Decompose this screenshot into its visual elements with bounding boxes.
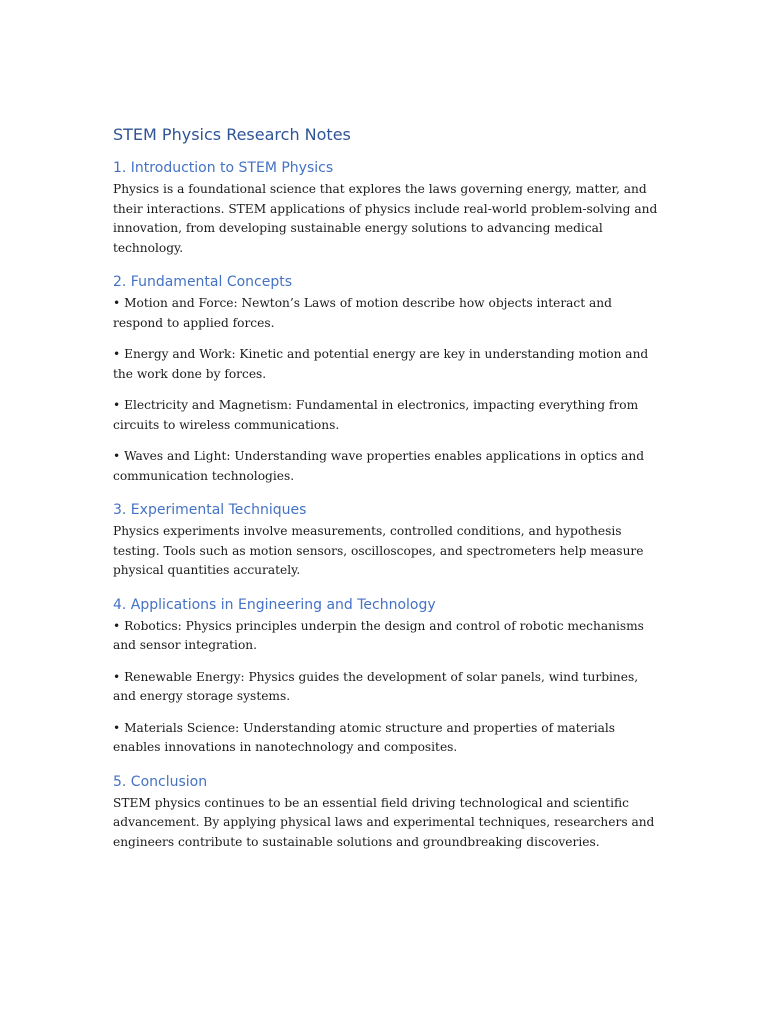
- section-paragraph: Physics experiments involve measurements, controlled conditions, and hypothesis testing. Tools such as motion sensors, oscilloscopes, and spectrometers help measure physical quantities accurately.: [113, 524, 644, 577]
- section-conclusion: [113, 772, 658, 853]
- section-paragraph: Physics is a foundational science that explores the laws governing energy, matter, and their interactions. STEM applications of physics include real-world problem-solving and innovation, from developing sustainable energy solutions to advancing medical technology.: [113, 182, 658, 255]
- section-heading: 3. Experimental Techniques: [113, 502, 307, 518]
- section-heading: 5. Conclusion: [113, 773, 208, 790]
- bullet-item: • Robotics: Physics principles underpin the design and control of robotic mechanisms and sensor integration.: [113, 618, 644, 652]
- section-heading: 4. Applications in Engineering and Technology: [113, 596, 436, 613]
- section-paragraph: STEM physics continues to be an essential field driving technological and scientific advancement. By applying physical laws and experimental techniques, researchers and engineers contribute to sustainable solutions and groundbreaking discoveries.: [113, 795, 655, 849]
- document-title: STEM Physics Research Notes: [113, 125, 351, 144]
- section-heading: 2. Fundamental Concepts: [113, 274, 293, 290]
- bullet-item: • Renewable Energy: Physics guides the development of solar panels, wind turbines, and energy storage systems.: [113, 669, 639, 703]
- document-page: [113, 124, 658, 866]
- bullet-item: • Electricity and Magnetism: Fundamental in electronics, impacting everything from circuits to wireless communications.: [113, 398, 639, 432]
- section-experimental-techniques: [113, 500, 658, 581]
- bullet-item: • Waves and Light: Understanding wave properties enables applications in optics and communication technologies.: [113, 449, 645, 483]
- section-heading: 1. Introduction to STEM Physics: [113, 160, 334, 176]
- section-introduction: [113, 158, 658, 258]
- section-applications: [113, 595, 658, 758]
- bullet-item: • Materials Science: Understanding atomic structure and properties of materials enables innovations in nanotechnology and composites.: [113, 720, 616, 754]
- section-fundamental-concepts: [113, 272, 658, 486]
- bullet-item: • Motion and Force: Newton’s Laws of motion describe how objects interact and respond to applied forces.: [113, 296, 612, 330]
- bullet-item: • Energy and Work: Kinetic and potential energy are key in understanding motion and the work done by forces.: [113, 347, 649, 381]
